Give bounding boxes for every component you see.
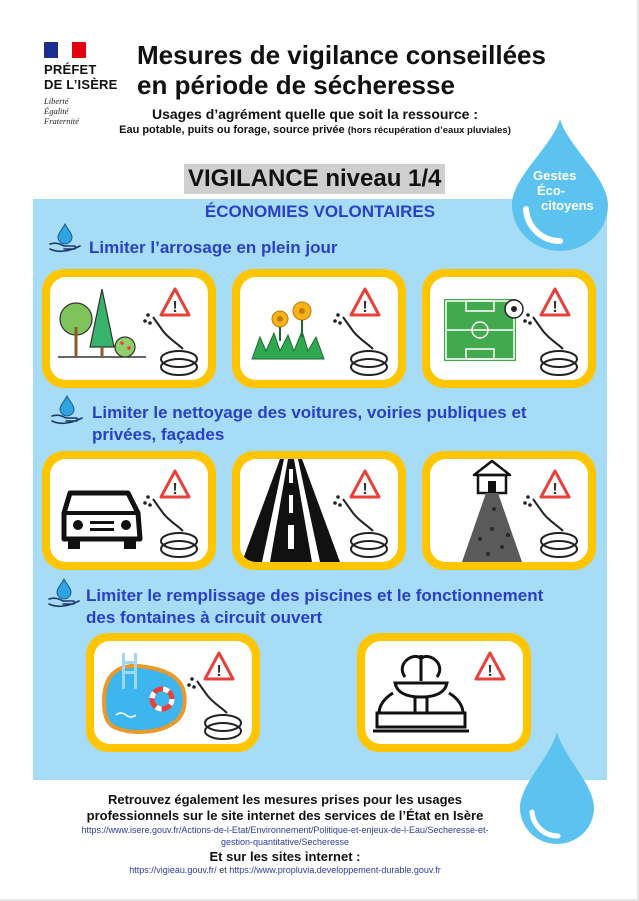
propluvia-link[interactable]: https://www.propluvia.developpement-durable.gouv.fr [229,865,441,875]
usage-heading: Usages d’agrément quelle que soit la ressource : [152,106,478,122]
card-car [42,451,216,570]
usage-note: (hors récupération d’eaux pluviales) [347,125,511,136]
section-title-piscines [86,585,543,629]
svg-text:!: ! [487,663,493,680]
vigilance-level-badge: VIGILANCE niveau 1/4 [184,164,445,194]
footer-line-1: Retrouvez également les mesures prises pour les usages [107,792,463,807]
flowers-grass-icon [240,277,398,380]
section-title-line-1: Limiter le remplissage des piscines et le fonctionnement [86,586,544,605]
drop-badge-line-1: Gestes [533,168,577,183]
card-football [422,269,596,388]
card-driveway [422,451,596,570]
card-garden [42,269,216,388]
logo-text [44,62,134,92]
card-fountain [357,633,531,752]
section-title-nettoyage [92,402,527,446]
section-title-line-2: privées, façades [92,425,225,444]
card-pool [86,633,260,752]
isere-link-line-1[interactable]: https://www.isere.gouv.fr/Actions-de-l-Etat/Environnement/Politique-et-enjeux-de-l-Eau/Secheresse-et- [81,825,489,835]
hand-water-drop-icon [47,577,83,609]
footer-text [30,792,540,824]
footer-line-2: professionnels sur le site internet des services de l’État en Isère [86,808,484,823]
economies-heading: ÉCONOMIES VOLONTAIRES [204,202,436,221]
logo-line-1: PRÉFET [44,62,97,77]
svg-text:!: ! [552,481,558,498]
footer-sites-heading: Et sur les sites internet : [209,849,361,864]
page-title [137,40,617,100]
isere-link-line-2[interactable]: gestion-quantitative/Secheresse [220,837,350,847]
hand-water-drop-icon [48,222,84,254]
section-title-arrosage: Limiter l’arrosage en plein jour [89,238,338,257]
isere-link[interactable] [30,824,540,848]
road-icon [240,459,398,562]
car-icon [50,459,208,562]
svg-text:!: ! [552,299,558,316]
section-title-line-1: Limiter le nettoyage des voitures, voiries publiques et [92,403,527,422]
football-pitch-icon [430,277,588,380]
link-separator: et [219,865,227,875]
svg-text:!: ! [362,299,368,316]
marianne-flag-icon [44,42,86,58]
garden-trees-icon [50,277,208,380]
svg-text:!: ! [362,481,368,498]
svg-text:!: ! [172,481,178,498]
drop-badge-line-3: citoyens [541,198,594,213]
title-line-2: en période de sécheresse [137,70,455,100]
house-driveway-icon [430,459,588,562]
logo-line-2: DE L’ISÈRE [44,77,118,92]
fountain-icon [365,641,523,744]
title-line-1: Mesures de vigilance conseillées [137,40,546,70]
card-road [232,451,406,570]
drop-badge-line-2: Éco- [537,183,566,198]
vigieau-link[interactable]: https://vigieau.gouv.fr/ [129,865,217,875]
footer-links [30,865,540,875]
svg-text:!: ! [216,663,222,680]
section-title-line-2: des fontaines à circuit ouvert [86,608,323,627]
motto-fraternite: Fraternité [44,116,79,126]
hand-water-drop-icon [50,394,86,426]
motto-liberte: Liberté [44,96,69,106]
card-flowers [232,269,406,388]
svg-text:!: ! [172,299,178,316]
motto-egalite: Égalité [44,106,69,116]
usage-sources: Eau potable, puits ou forage, source privée [119,124,345,136]
swimming-pool-icon [94,641,252,744]
